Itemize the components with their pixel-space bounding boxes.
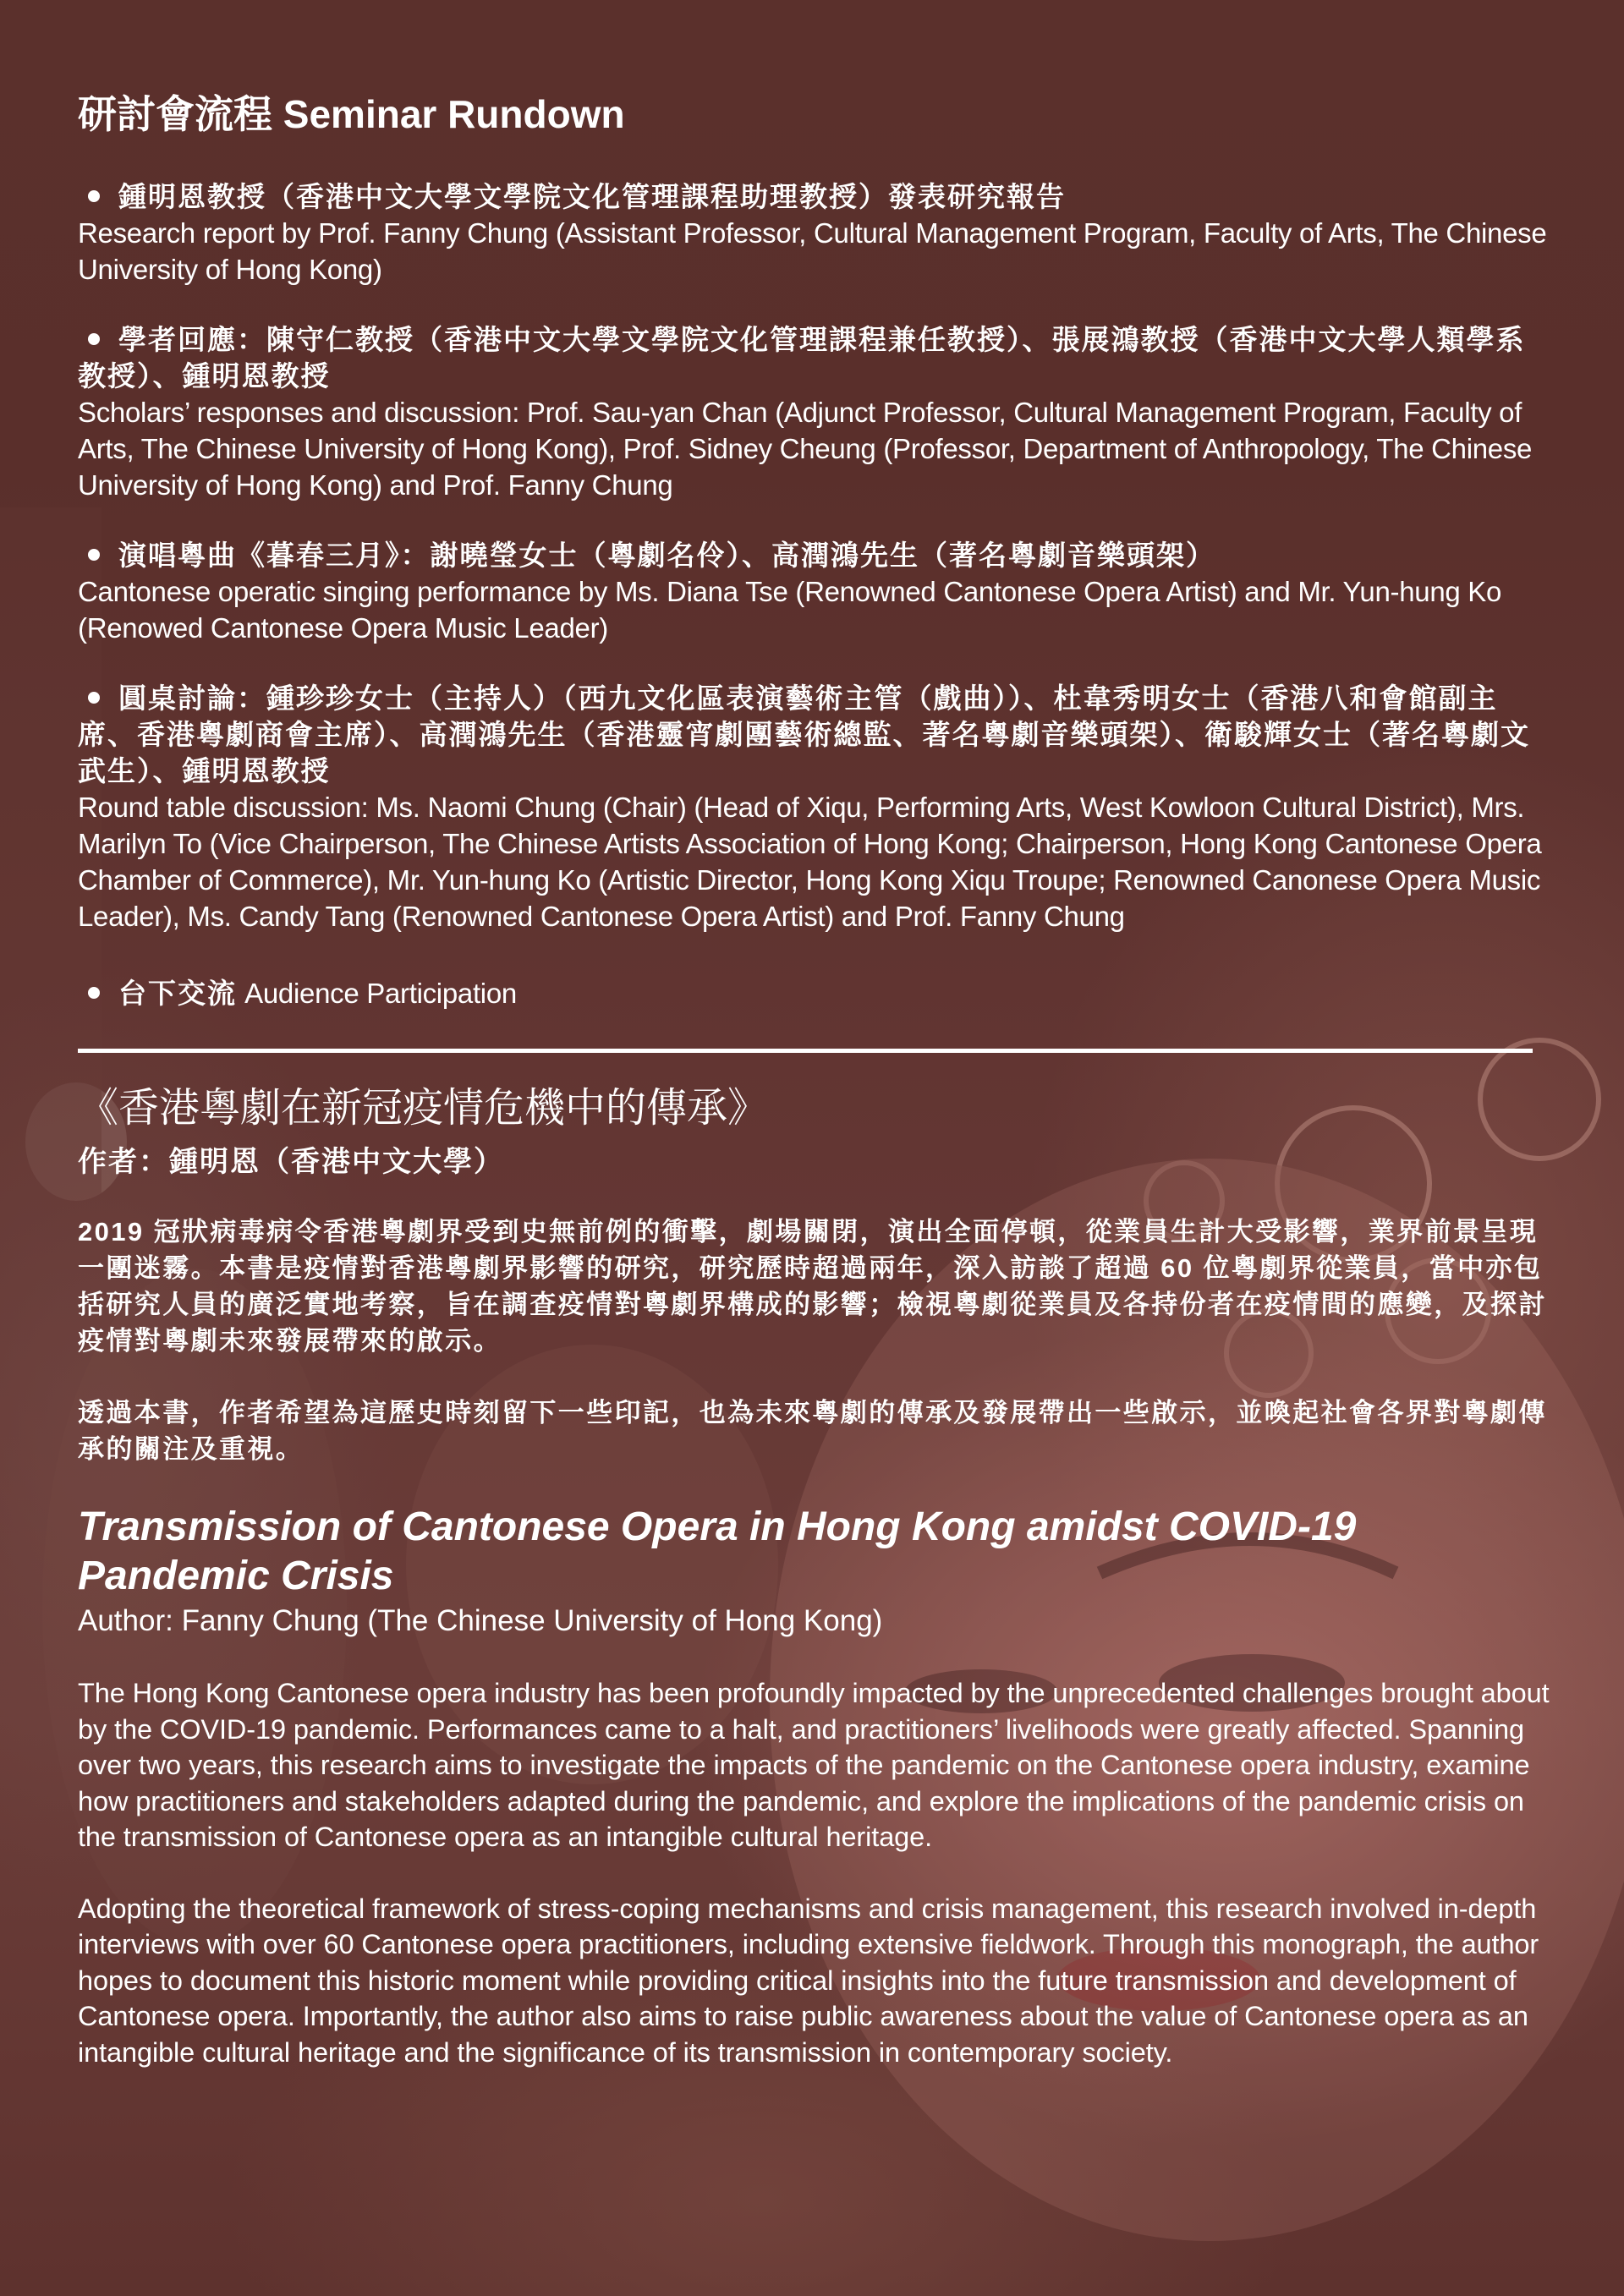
rundown-item-audience [78, 975, 1550, 1011]
book-author-en: Author: Fanny Chung (The Chinese University of Hong Kong) [78, 1604, 883, 1638]
bullet-icon [88, 190, 100, 202]
rundown-item [78, 680, 1550, 934]
book-description-zh: 2019 冠狀病毒病令香港粵劇界受到史無前例的衝擊，劇場關閉，演出全面停頓，從業員生計大受影響，業界前景呈現一團迷霧。本書是疫情對香港粵劇界影響的研究，研究歷時超過兩年，深入訪談了超過 60 位粵劇界從業員，當中亦包括研究人員的廣泛實地考察，旨在調查疫情對粵劇界構成的影響；檢視粵劇從業員及各持份者在疫情間的應變，及探討疫情對粵劇未來發展帶來的啟示。 [78, 1217, 1547, 1356]
rundown-item [78, 321, 1550, 503]
rundown-item-zh: 學者回應：陳守仁教授（香港中文大學文學院文化管理課程兼任教授）、張展鴻教授（香港中文大學人類學系教授）、鍾明恩教授 [78, 324, 1526, 392]
rundown-title: 研討會流程 Seminar Rundown [78, 92, 625, 136]
rundown-item-zh: 鍾明恩教授（香港中文大學文學院文化管理課程助理教授）發表研究報告 [118, 181, 1066, 213]
rundown-list [78, 178, 1550, 1011]
rundown-item-zh: 演唱粵曲《暮春三月》：謝曉瑩女士（粵劇名伶）、高潤鴻先生（著名粵劇音樂頭架） [118, 540, 1215, 572]
bullet-icon [88, 549, 100, 561]
book-title-zh: 《香港粵劇在新冠疫情危機中的傳承》 [78, 1086, 769, 1132]
rundown-item [78, 178, 1550, 288]
section-divider [78, 1049, 1533, 1053]
book-description-en: Adopting the theoretical framework of stress-coping mechanisms and crisis management, this research involved in-depth interviews with over 60 Cantonese opera practitioners, including extensive fieldwork. Through this monograph, the author hopes to document this historic moment while providing critical insights into the future transmission and development of Cantonese opera. Importantly, the author also aims to raise public awareness about the value of Cantonese opera as an intangible cultural heritage and the significance of its transmission in contemporary society. [78, 1893, 1539, 2068]
rundown-item-zh: 圓桌討論：鍾珍珍女士（主持人）（西九文化區表演藝術主管（戲曲））、杜韋秀明女士（香港八和會館副主席、香港粵劇商會主席）、高潤鴻先生（香港靈宵劇團藝術總監、著名粵劇音樂頭架）、衛駿輝女士（著名粵劇文武生）、鍾明恩教授 [78, 682, 1530, 787]
rundown-item-en: Scholars’ responses and discussion: Prof. Sau-yan Chan (Adjunct Professor, Cultural Management Program, Faculty of Arts, The Chinese University of Hong Kong), Prof. Sidney Cheung (Professor, Department of Anthropology, The Chinese University of Hong Kong) and Prof. Fanny Chung [78, 397, 1533, 501]
book-description-zh: 透過本書，作者希望為這歷史時刻留下一些印記，也為未來粵劇的傳承及發展帶出一些啟示，並喚起社會各界對粵劇傳承的關注及重視。 [78, 1398, 1547, 1465]
bullet-icon [88, 987, 100, 999]
book-title-en: Transmission of Cantonese Opera in Hong Kong amidst COVID-19 Pandemic Crisis [78, 1504, 1357, 1599]
rundown-item [78, 537, 1550, 646]
main-content [78, 91, 1550, 2106]
rundown-item-en: Cantonese operatic singing performance by Ms. Diana Tse (Renowned Cantonese Opera Artist) and Mr. Yun-hung Ko (Renowed Cantonese Opera Music Leader) [78, 576, 1502, 644]
bullet-icon [88, 333, 100, 345]
book-description-en: The Hong Kong Cantonese opera industry has been profoundly impacted by the unprecedented challenges brought about by the COVID-19 pandemic. Performances came to a halt, and practitioners’ livelihoods were greatly affected. Spanning over two years, this research aims to investigate the impacts of the pandemic on the Cantonese opera industry, examine how practitioners and stakeholders adapted during the pandemic, and explore the implications of the pandemic crisis on the transmission of Cantonese opera as an intangible cultural heritage. [78, 1678, 1550, 1853]
bullet-icon [88, 692, 100, 704]
rundown-item-en: Round table discussion: Ms. Naomi Chung (Chair) (Head of Xiqu, Performing Arts, West Kowloon Cultural District), Mrs. Marilyn To (Vice Chairperson, The Chinese Artists Association of Hong Kong; Chairperson, Hong Kong Cantonese Opera Chamber of Commerce), Mr. Yun-hung Ko (Artistic Director, Hong Kong Xiqu Troupe; Renowned Canonese Opera Music Leader), Ms. Candy Tang (Renowned Cantonese Opera Artist) and Prof. Fanny Chung [78, 792, 1542, 933]
rundown-item-zh: 台下交流 [118, 978, 237, 1010]
rundown-item-en: Audience Participation [244, 978, 517, 1010]
book-author-zh: 作者：鍾明恩（香港中文大學） [78, 1146, 504, 1179]
rundown-item-en: Research report by Prof. Fanny Chung (Assistant Professor, Cultural Management Program, Faculty of Arts, The Chinese University of Hong Kong) [78, 217, 1547, 286]
